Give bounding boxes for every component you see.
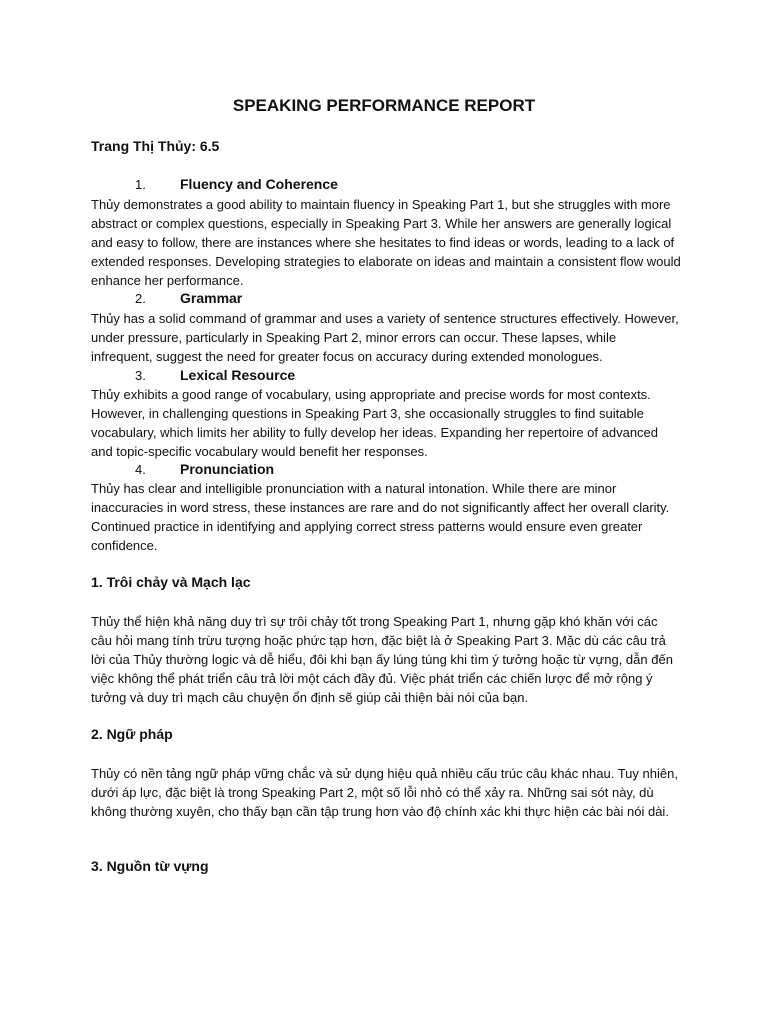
report-title: SPEAKING PERFORMANCE REPORT bbox=[232, 96, 536, 115]
criterion-heading bbox=[91, 365, 295, 385]
vietnamese-section-heading: 1. Trôi chảy và Mạch lạc bbox=[91, 574, 251, 590]
criterion-title: Grammar bbox=[180, 290, 243, 306]
criterion-title: Fluency and Coherence bbox=[180, 176, 338, 192]
student-score-line: Trang Thị Thủy: 6.5 bbox=[91, 138, 220, 154]
criterion-body: Thủy exhibits a good range of vocabulary, using appropriate and precise words for most contexts. However, in challenging questions in Speaking Part 3, she occasionally struggles to find suitable vocabulary, which limits her ability to fully develop her ideas. Expanding her repertoire of advanced and topic-specific vocabulary would benefit her responses. bbox=[91, 387, 659, 459]
criterion-heading bbox=[91, 459, 274, 479]
criterion-number: 3. bbox=[135, 368, 146, 383]
criterion-heading bbox=[91, 288, 242, 308]
criterion-body: Thủy has a solid command of grammar and uses a variety of sentence structures effectively. However, under pressure, particularly in Speaking Part 2, minor errors can occur. These lapses, while infrequent, suggest the need for greater focus on accuracy during extended monologues. bbox=[91, 311, 679, 364]
vietnamese-section-body: Thủy thể hiện khả năng duy trì sự trôi chảy tốt trong Speaking Part 1, nhưng gặp khó khăn với các câu hỏi mang tính trừu tượng hoặc phức tạp hơn, đặc biệt là ở Speaking Part 3. Mặc dù các câu trả lời của Thủy thường logic và dễ hiểu, đôi khi bạn ấy lúng túng khi tìm ý tưởng hoặc từ vựng, dẫn đến việc không thể phát triển câu trả lời một cách đầy đủ. Việc phát triển các chiến lược để mở rộng ý tưởng và duy trì mạch câu chuyện ổn định sẽ giúp cải thiện bài nói của bạn. bbox=[91, 614, 673, 705]
criterion-title: Lexical Resource bbox=[180, 367, 296, 383]
criterion-body: Thủy demonstrates a good ability to maintain fluency in Speaking Part 1, but she struggles with more abstract or complex questions, especially in Speaking Part 3. While her answers are generally logical and easy to follow, there are instances where she hesitates to find ideas or words, leading to a lack of extended responses. Developing strategies to elaborate on ideas and maintain a consistent flow would enhance her performance. bbox=[91, 197, 681, 288]
criterion-title: Pronunciation bbox=[180, 461, 275, 477]
criterion-number: 1. bbox=[135, 177, 146, 192]
criterion-body: Thủy has clear and intelligible pronunciation with a natural intonation. While there are minor inaccuracies in word stress, these instances are rare and do not significantly affect her overall clarity. Continued practice in identifying and applying correct stress patterns would ensure even greater confidence. bbox=[91, 481, 670, 553]
criterion-number: 2. bbox=[135, 291, 146, 306]
criterion-heading bbox=[91, 174, 338, 194]
criterion-number: 4. bbox=[135, 462, 146, 477]
vietnamese-section-body: Thủy có nền tảng ngữ pháp vững chắc và sử dụng hiệu quả nhiều cấu trúc câu khác nhau. Tuy nhiên, dưới áp lực, đặc biệt là trong Speaking Part 2, một số lỗi nhỏ có thể xảy ra. Những sai sót này, dù không thường xuyên, cho thấy bạn cần tập trung hơn vào độ chính xác khi thực hiện các bài nói dài. bbox=[91, 766, 678, 819]
vietnamese-section-heading: 2. Ngữ pháp bbox=[91, 726, 173, 742]
vietnamese-section-heading: 3. Nguồn từ vựng bbox=[91, 858, 209, 874]
